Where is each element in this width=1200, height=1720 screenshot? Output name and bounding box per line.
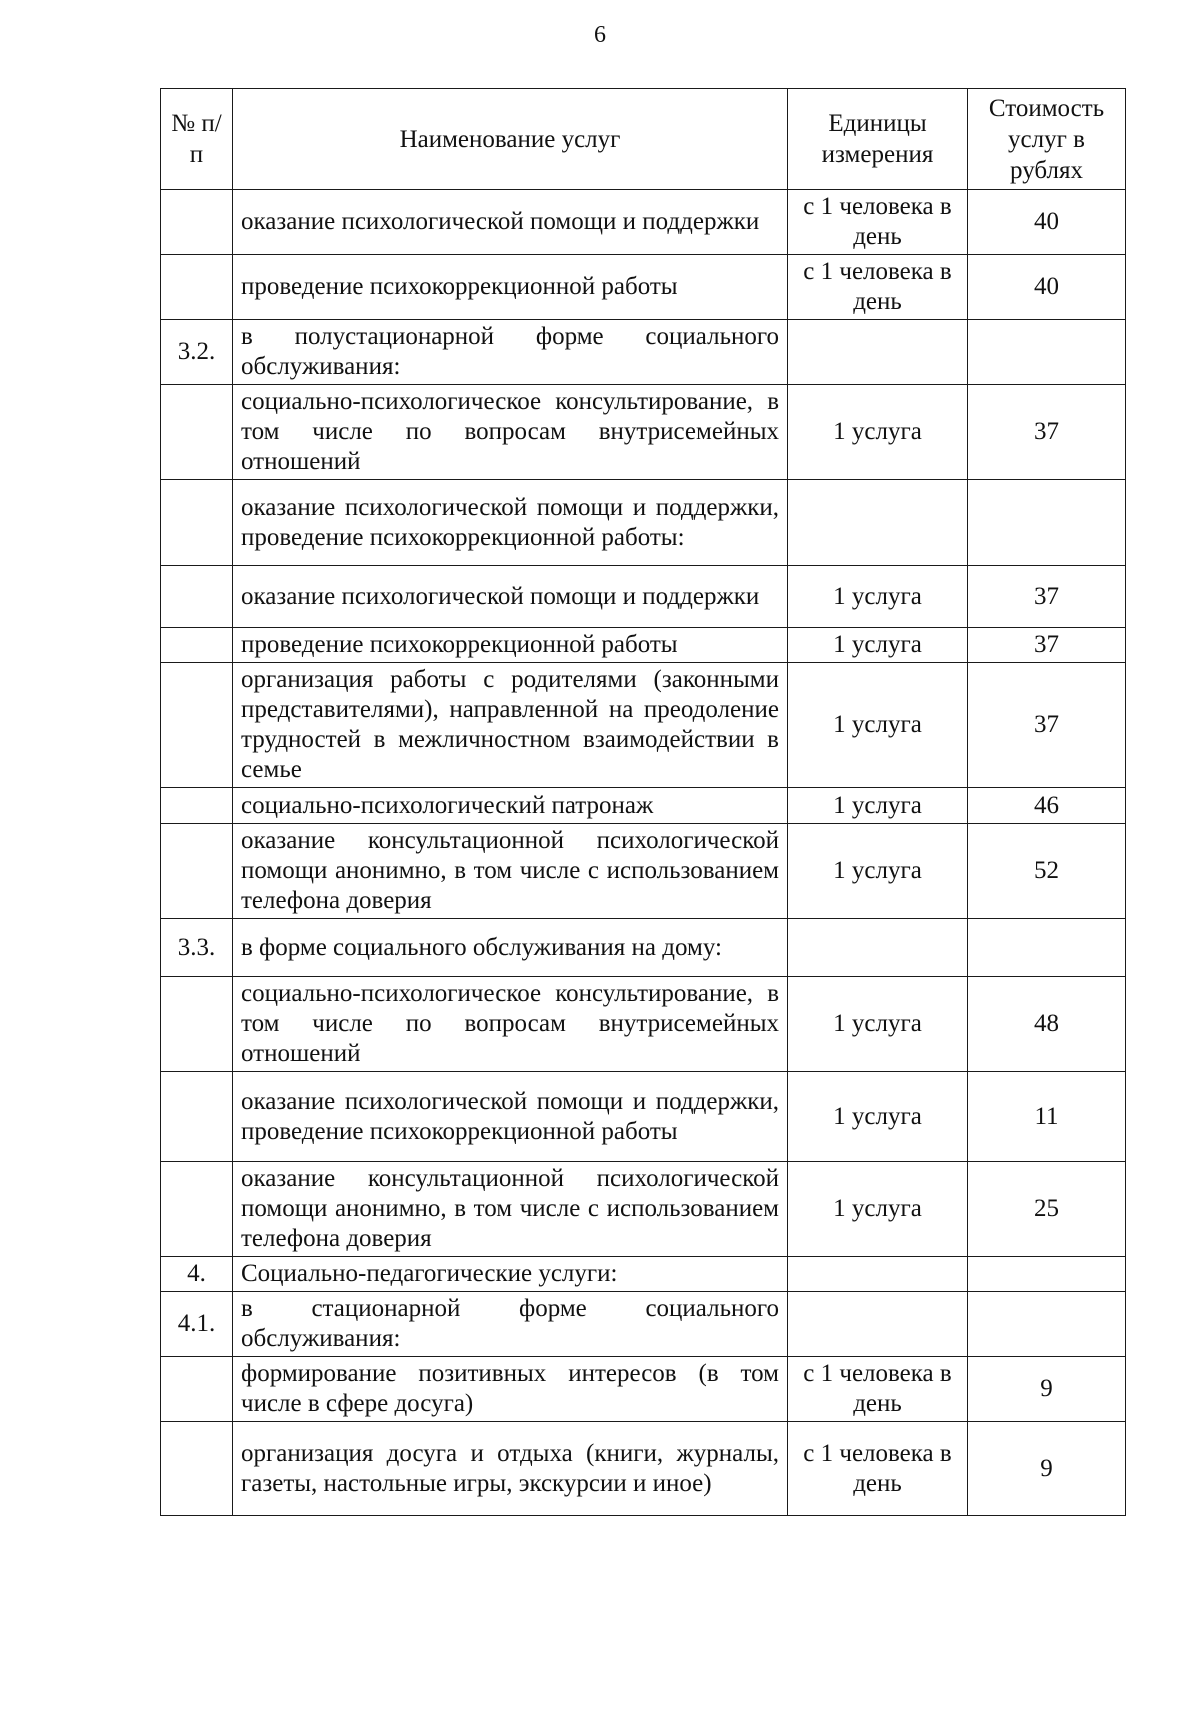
cell-service-name: в стационарной форме социального обслуживания: xyxy=(233,1292,788,1357)
cell-number xyxy=(161,628,233,663)
table-row xyxy=(161,480,1126,566)
cell-price xyxy=(968,1292,1126,1357)
cell-unit: 1 услуга xyxy=(788,1162,968,1257)
cell-price: 37 xyxy=(968,385,1126,480)
cell-unit: с 1 человека в день xyxy=(788,1422,968,1516)
cell-price: 11 xyxy=(968,1072,1126,1162)
cell-number xyxy=(161,255,233,320)
cell-price xyxy=(968,1257,1126,1292)
table-body xyxy=(161,190,1126,1516)
table-row xyxy=(161,385,1126,480)
header-price: Стоимость услуг в рублях xyxy=(968,89,1126,190)
header-num: № п/п xyxy=(161,89,233,190)
cell-price: 48 xyxy=(968,977,1126,1072)
page-number: 6 xyxy=(594,22,606,48)
table-row xyxy=(161,255,1126,320)
table-row xyxy=(161,190,1126,255)
cell-unit xyxy=(788,919,968,977)
table-row xyxy=(161,320,1126,385)
cell-service-name: проведение психокоррекционной работы xyxy=(233,255,788,320)
cell-unit xyxy=(788,320,968,385)
cell-price: 52 xyxy=(968,824,1126,919)
cell-price: 25 xyxy=(968,1162,1126,1257)
services-price-table xyxy=(160,88,1126,1516)
cell-service-name: организация досуга и отдыха (книги, журналы, газеты, настольные игры, экскурсии и иное) xyxy=(233,1422,788,1516)
cell-service-name: оказание психологической помощи и поддержки, проведение психокоррекционной работы xyxy=(233,1072,788,1162)
table-row xyxy=(161,1422,1126,1516)
cell-number xyxy=(161,1162,233,1257)
cell-number xyxy=(161,824,233,919)
header-unit: Единицы измерения xyxy=(788,89,968,190)
cell-price: 37 xyxy=(968,566,1126,628)
cell-service-name: социально-психологический патронаж xyxy=(233,788,788,824)
table-header-row xyxy=(161,89,1126,190)
cell-unit: 1 услуга xyxy=(788,566,968,628)
cell-unit: 1 услуга xyxy=(788,824,968,919)
table-row xyxy=(161,628,1126,663)
cell-service-name: оказание психологической помощи и поддержки, проведение психокоррекционной работы: xyxy=(233,480,788,566)
table-row xyxy=(161,1072,1126,1162)
table-row xyxy=(161,1162,1126,1257)
cell-number: 4. xyxy=(161,1257,233,1292)
table-row xyxy=(161,1292,1126,1357)
cell-unit: 1 услуга xyxy=(788,385,968,480)
cell-number xyxy=(161,663,233,788)
table-row xyxy=(161,1257,1126,1292)
cell-number xyxy=(161,977,233,1072)
cell-number: 3.2. xyxy=(161,320,233,385)
cell-number xyxy=(161,566,233,628)
cell-price: 37 xyxy=(968,663,1126,788)
cell-unit: 1 услуга xyxy=(788,1072,968,1162)
cell-unit: 1 услуга xyxy=(788,788,968,824)
cell-number xyxy=(161,385,233,480)
header-name: Наименование услуг xyxy=(233,89,788,190)
cell-service-name: оказание психологической помощи и поддержки xyxy=(233,566,788,628)
table-row xyxy=(161,919,1126,977)
table-row xyxy=(161,1357,1126,1422)
cell-unit: 1 услуга xyxy=(788,663,968,788)
cell-price: 40 xyxy=(968,190,1126,255)
cell-unit: с 1 человека в день xyxy=(788,1357,968,1422)
cell-number: 3.3. xyxy=(161,919,233,977)
cell-number xyxy=(161,480,233,566)
cell-service-name: в форме социального обслуживания на дому: xyxy=(233,919,788,977)
cell-unit: 1 услуга xyxy=(788,977,968,1072)
cell-service-name: организация работы с родителями (законными представителями), направленной на преодоление трудностей в межличностном взаимодействии в семье xyxy=(233,663,788,788)
cell-unit xyxy=(788,1257,968,1292)
cell-service-name: социально-психологическое консультирование, в том числе по вопросам внутрисемейных отношений xyxy=(233,977,788,1072)
cell-price xyxy=(968,480,1126,566)
cell-price: 9 xyxy=(968,1422,1126,1516)
cell-service-name: оказание консультационной психологической помощи анонимно, в том числе с использованием телефона доверия xyxy=(233,824,788,919)
cell-service-name: оказание психологической помощи и поддержки xyxy=(233,190,788,255)
cell-number xyxy=(161,788,233,824)
table-row xyxy=(161,788,1126,824)
cell-price xyxy=(968,919,1126,977)
cell-number xyxy=(161,1072,233,1162)
cell-unit: с 1 человека в день xyxy=(788,190,968,255)
table-row xyxy=(161,977,1126,1072)
cell-service-name: в полустационарной форме социального обслуживания: xyxy=(233,320,788,385)
table-row xyxy=(161,566,1126,628)
cell-unit xyxy=(788,1292,968,1357)
cell-service-name: Социально-педагогические услуги: xyxy=(233,1257,788,1292)
table-row xyxy=(161,824,1126,919)
cell-price: 46 xyxy=(968,788,1126,824)
cell-number xyxy=(161,1357,233,1422)
cell-unit: с 1 человека в день xyxy=(788,255,968,320)
cell-price: 40 xyxy=(968,255,1126,320)
cell-price xyxy=(968,320,1126,385)
cell-service-name: социально-психологическое консультирование, в том числе по вопросам внутрисемейных отношений xyxy=(233,385,788,480)
cell-service-name: оказание консультационной психологической помощи анонимно, в том числе с использованием телефона доверия xyxy=(233,1162,788,1257)
cell-number xyxy=(161,1422,233,1516)
cell-service-name: формирование позитивных интересов (в том числе в сфере досуга) xyxy=(233,1357,788,1422)
cell-price: 37 xyxy=(968,628,1126,663)
table-row xyxy=(161,663,1126,788)
cell-service-name: проведение психокоррекционной работы xyxy=(233,628,788,663)
cell-unit xyxy=(788,480,968,566)
cell-number: 4.1. xyxy=(161,1292,233,1357)
cell-number xyxy=(161,190,233,255)
cell-unit: 1 услуга xyxy=(788,628,968,663)
cell-price: 9 xyxy=(968,1357,1126,1422)
